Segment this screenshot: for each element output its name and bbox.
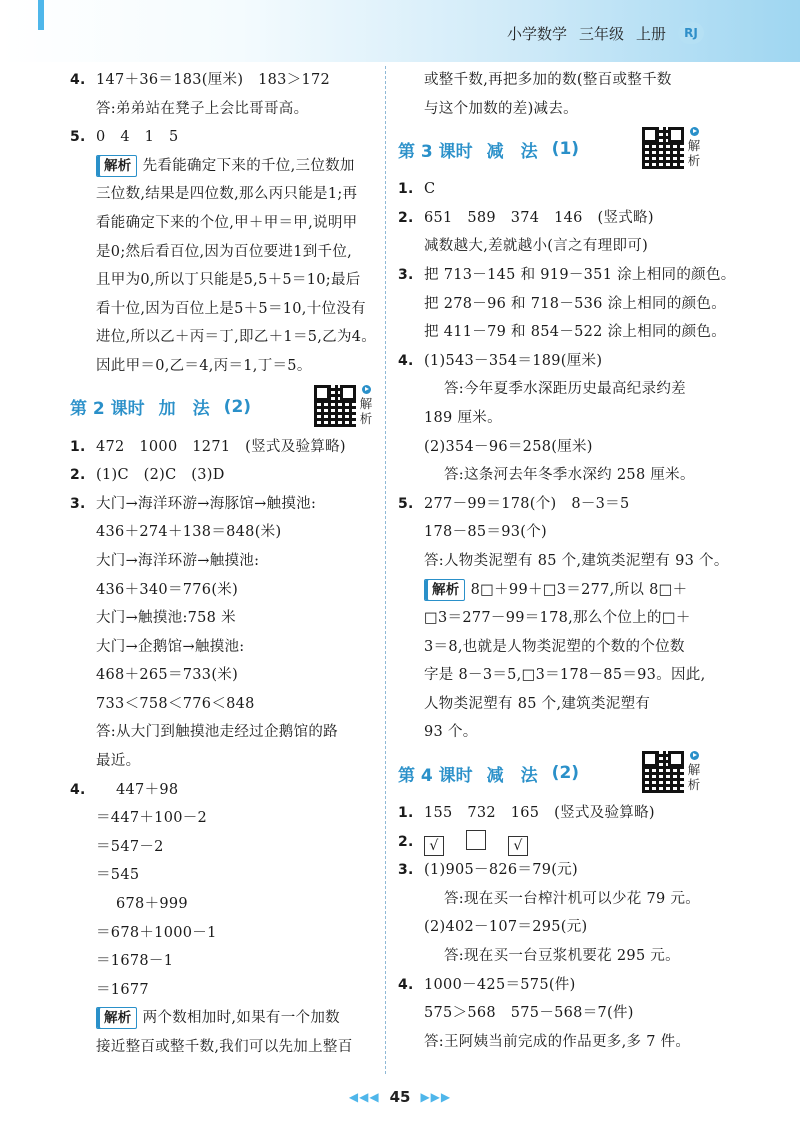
lesson-title: 加 法 xyxy=(158,399,210,420)
page-footer xyxy=(0,1085,800,1109)
l3-answer-4-line: 答:这条河去年冬季水深约 258 厘米。 xyxy=(444,467,695,484)
check-box-1: √ xyxy=(424,836,444,856)
lesson-number: 第 3 课时 xyxy=(398,141,473,162)
l2-answer-3-line: 436＋274＋138＝848(米) xyxy=(96,524,282,541)
l2-answer-4-line: ＝447＋100－2 xyxy=(96,810,208,827)
analysis-line: 字是 8－3＝5,□3＝178－85＝93。因此, xyxy=(424,667,706,684)
continued-analysis: 与这个加数的差)减去。 xyxy=(424,100,578,117)
qr-code-block[interactable] xyxy=(314,385,373,427)
header-info xyxy=(507,22,704,44)
analysis-line: 93 个。 xyxy=(424,724,478,741)
l2-answer-4-line: ＝547－2 xyxy=(96,838,164,855)
l2-answer-3: 3. 大门→海洋环游→海豚馆→触摸池: xyxy=(70,495,317,512)
l4-answer-1: 1. 155 732 165 (竖式及验算略) xyxy=(398,805,655,822)
check-box-2 xyxy=(466,830,486,850)
right-column xyxy=(398,66,736,1056)
l2-answer-1: 1. 472 1000 1271 (竖式及验算略) xyxy=(70,438,346,455)
analysis-line: □3＝277－99＝178,那么个位上的□＋ xyxy=(424,610,691,627)
l4-answer-2: 2. √ √ xyxy=(398,828,716,857)
l2-answer-4: 4. 447＋98 xyxy=(70,781,179,798)
l2-answer-3-line: 468＋265＝733(米) xyxy=(96,667,239,684)
l3-answer-5: 5. 277－99＝178(个) 8－3＝5 xyxy=(398,495,630,512)
lesson-number: 第 2 课时 xyxy=(70,399,145,420)
lesson-title: 减 法 xyxy=(486,141,538,162)
l3-answer-5-line: 答:人物类泥塑有 85 个,建筑类泥塑有 93 个。 xyxy=(424,552,729,569)
l3-answer-4-line: (2)354－96＝258(厘米) xyxy=(424,438,593,455)
lesson-4-heading xyxy=(398,747,716,799)
l2-answer-4-line: ＝1677 xyxy=(96,981,149,998)
l4-answer-4-line: 答:王阿姨当前完成的作品更多,多 7 件。 xyxy=(424,1033,691,1050)
qr-label: 解 析 xyxy=(359,385,373,426)
l4-answer-4: 4. 1000－425＝575(件) xyxy=(398,976,576,993)
lesson-number: 第 4 课时 xyxy=(398,765,473,786)
qr-label: 解 析 xyxy=(687,751,701,792)
qr-code-icon[interactable] xyxy=(642,127,684,169)
play-icon xyxy=(362,385,371,394)
analysis-l3-5: 解析 8□＋99＋□3＝277,所以 8□＋ xyxy=(398,576,716,605)
play-icon xyxy=(690,751,699,760)
analysis-line: 人物类泥塑有 85 个,建筑类泥塑有 xyxy=(424,695,651,712)
answer-4-conclusion: 答:弟弟站在凳子上会比哥哥高。 xyxy=(96,100,309,117)
check-box-3: √ xyxy=(508,836,528,856)
analysis-line: 接近整百或整千数,我们可以先加上整百 xyxy=(96,1039,353,1055)
qr-label: 解 析 xyxy=(687,127,701,168)
l3-answer-3-line: 把 411－79 和 854－522 涂上相同的颜色。 xyxy=(424,324,727,341)
l3-answer-5-line: 178－85＝93(个) xyxy=(424,524,547,541)
l4-answer-3-line: 答:现在买一台榨汁机可以少花 79 元。 xyxy=(444,890,701,907)
page-number: 45 xyxy=(389,1088,411,1106)
grade-label: 三年级 xyxy=(578,24,624,43)
next-page-arrows-icon: ▶▶▶ xyxy=(420,1090,452,1104)
page-spine-mark xyxy=(38,0,44,30)
analysis-line: 且甲为0,所以丁只能是5,5＋5＝10;最后 xyxy=(96,272,361,289)
prev-page-arrows-icon: ◀◀◀ xyxy=(348,1090,380,1104)
analysis-line: 是0;然后看百位,因为百位要进1到千位, xyxy=(96,243,353,260)
analysis-line: 三位数,结果是四位数,那么丙只能是1;再 xyxy=(96,186,358,203)
analysis-l2-4: 解析 两个数相加时,如果有一个加数 xyxy=(70,1004,375,1033)
l2-answer-3-line: 最近。 xyxy=(96,753,141,770)
analysis-tag: 解析 xyxy=(424,579,465,601)
analysis-line: 3＝8,也就是人物类泥塑的个数的个位数 xyxy=(424,638,685,655)
left-column xyxy=(70,66,375,1062)
lesson-part: (1) xyxy=(551,139,580,160)
lesson-part: (2) xyxy=(551,763,580,784)
analysis-line: 因此甲＝0,乙＝4,丙＝1,丁＝5。 xyxy=(96,357,312,374)
l4-answer-4-line: 575＞568 575－568＝7(件) xyxy=(424,1005,634,1022)
volume-label: 上册 xyxy=(635,24,666,43)
l3-answer-4-line: 189 厘米。 xyxy=(424,409,502,426)
subject-label: 小学数学 xyxy=(506,24,567,43)
l3-answer-1: 1. C xyxy=(398,181,436,198)
qr-code-block[interactable] xyxy=(642,127,701,169)
analysis-line: 进位,所以乙＋丙＝丁,即乙＋1＝5,乙为4。 xyxy=(96,329,377,346)
l3-answer-2-note: 减数越大,差就越小(言之有理即可) xyxy=(424,238,649,255)
answer-5: 5. 0 4 1 5 xyxy=(70,129,179,146)
qr-code-icon[interactable] xyxy=(314,385,356,427)
analysis-line: 看十位,因为百位上是5＋5＝10,十位没有 xyxy=(96,300,366,317)
continued-analysis: 或整千数,再把多加的数(整百或整千数 xyxy=(424,72,672,88)
l4-answer-3-line: (2)402－107＝295(元) xyxy=(424,919,588,936)
l2-answer-4-line: ＝545 xyxy=(96,867,140,884)
l2-answer-3-line: 大门→企鹅馆→触摸池: xyxy=(96,638,245,655)
column-divider xyxy=(385,66,386,1074)
play-icon xyxy=(690,127,699,136)
lesson-2-heading xyxy=(70,381,375,433)
l2-answer-3-line: 大门→触摸池:758 米 xyxy=(96,610,236,627)
l2-answer-4-line: ＝678＋1000－1 xyxy=(96,924,217,941)
l2-answer-2: 2. (1)C (2)C (3)D xyxy=(70,467,225,484)
answer-4: 4. 147＋36＝183(厘米) 183＞172 xyxy=(70,72,331,88)
lesson-3-heading xyxy=(398,123,716,175)
lesson-title: 减 法 xyxy=(486,765,538,786)
l2-answer-3-line: 733＜758＜776＜848 xyxy=(96,695,255,712)
l2-answer-4-line: ＝1678－1 xyxy=(96,953,174,970)
qr-code-icon[interactable] xyxy=(642,751,684,793)
analysis-5: 解析 先看能确定下来的千位,三位数加 xyxy=(70,152,375,181)
l2-answer-3-line: 436＋340＝776(米) xyxy=(96,581,239,598)
analysis-tag: 解析 xyxy=(96,155,137,177)
analysis-line: 看能确定下来的个位,甲＋甲＝甲,说明甲 xyxy=(96,214,358,231)
lesson-part: (2) xyxy=(223,396,252,417)
l3-answer-3-line: 把 278－96 和 718－536 涂上相同的颜色。 xyxy=(424,295,727,312)
l3-answer-2: 2. 651 589 374 146 (竖式略) xyxy=(398,209,654,226)
l4-answer-3: 3. (1)905－826＝79(元) xyxy=(398,862,578,879)
l3-answer-3: 3. 把 713－145 和 919－351 涂上相同的颜色。 xyxy=(398,266,736,283)
l4-answer-3-line: 答:现在买一台豆浆机要花 295 元。 xyxy=(444,948,680,965)
analysis-tag: 解析 xyxy=(96,1007,137,1029)
l2-answer-3-line: 大门→海洋环游→触摸池: xyxy=(96,552,260,569)
l3-answer-4-line: 答:今年夏季水深距历史最高纪录约差 xyxy=(444,381,686,398)
qr-code-block[interactable] xyxy=(642,751,701,793)
l2-answer-3-line: 答:从大门到触摸池走经过企鹅馆的路 xyxy=(96,724,338,741)
edition-badge: RJ xyxy=(678,22,704,44)
l3-answer-4: 4. (1)543－354＝189(厘米) xyxy=(398,352,603,369)
l2-answer-4-line: 678＋999 xyxy=(116,896,188,913)
